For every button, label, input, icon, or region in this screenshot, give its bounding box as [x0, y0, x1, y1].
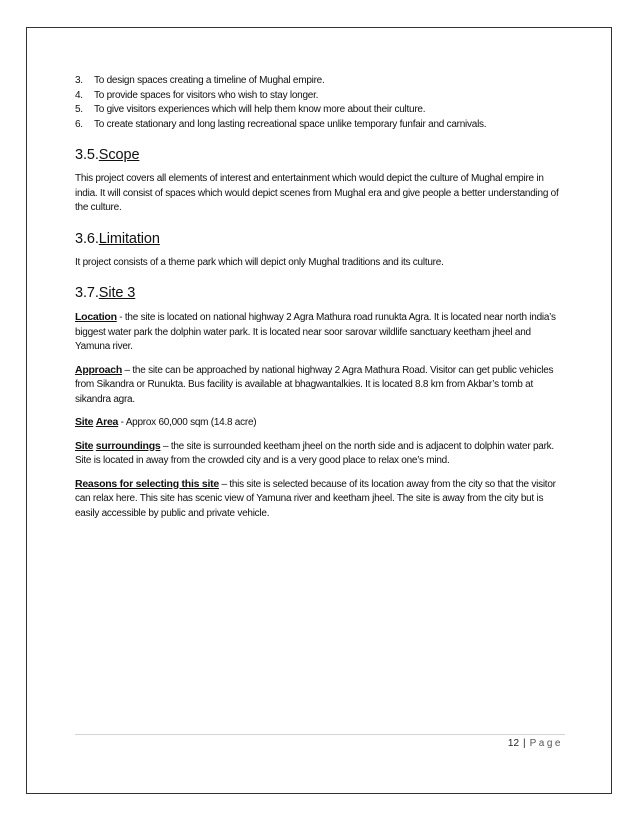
- approach-label: Approach: [75, 363, 123, 376]
- list-text: To design spaces creating a timeline of Mughal empire.: [94, 75, 325, 86]
- reasons-label: Reasons for selecting this site: [75, 477, 219, 490]
- site-heading-number: 3.7.: [75, 285, 99, 301]
- footer-divider: [75, 734, 565, 735]
- footer-separator: |: [523, 738, 526, 749]
- location-paragraph: [75, 310, 565, 355]
- scope-heading-title: Scope: [98, 147, 140, 163]
- approach-paragraph: [75, 363, 565, 408]
- list-text: To provide spaces for visitors who wish to stay longer.: [94, 89, 319, 101]
- site-area-paragraph: [75, 415, 565, 431]
- limitation-paragraph: It project consists of a theme park which will depict only Mughal traditions and its culture.: [75, 256, 444, 268]
- site-surroundings-label-2: surroundings: [95, 439, 161, 452]
- site-area-text: - Approx 60,000 sqm (14.8 acre): [118, 417, 257, 428]
- page-footer: [508, 738, 563, 749]
- site-surroundings-label-1: Site: [75, 439, 94, 452]
- limitation-heading-title: Limitation: [98, 230, 160, 247]
- list-number: 3.: [75, 75, 83, 86]
- list-item: [75, 118, 565, 133]
- list-text: To give visitors experiences which will help them know more about their culture.: [94, 104, 426, 115]
- list-text: To create stationary and long lasting recreational space unlike temporary funfair and carnivals.: [94, 118, 487, 130]
- objectives-list: [75, 74, 565, 132]
- site-surroundings-text: – the site is surrounded keetham jheel on the north side and is adjacent to dolphin water park. Site is located in away from the crowded city and is a very good place to relax one’s mind.: [75, 440, 554, 466]
- reasons-paragraph: [75, 477, 565, 522]
- scope-heading-number: 3.5.: [75, 147, 99, 163]
- site-heading: [75, 284, 565, 302]
- list-number: 6.: [75, 118, 83, 130]
- page-word: Page: [529, 738, 563, 749]
- limitation-heading-number: 3.6.: [75, 230, 99, 247]
- approach-text: – the site can be approached by national highway 2 Agra Mathura Road. Visitor can get public vehicles from Sikandra or Runukta. Bus facility is available at bhagwantalkies. It is located 8.8 km from Akbar’s tomb at sikandra agra.: [75, 364, 554, 405]
- reasons-text: – this site is selected because of its location away from the city so that the visitor can relax here. This site has scenic view of Yamuna river and keetham jheel. The site is away from the city but is easily accessible by public and private vehicle.: [75, 478, 556, 519]
- document-body: [75, 74, 565, 529]
- list-item: [75, 74, 565, 89]
- limitation-heading: [75, 230, 565, 248]
- list-item: [75, 89, 565, 104]
- site-area-label-2: Area: [95, 416, 119, 428]
- page-number: 12: [507, 738, 520, 749]
- scope-paragraph: This project covers all elements of interest and entertainment which would depict the culture of Mughal empire in india. It will consist of spaces which would depict scenes from Mughal era and give people a better understanding of the culture.: [75, 173, 559, 213]
- site-area-label-1: Site: [75, 416, 94, 428]
- scope-heading: [75, 146, 565, 164]
- site-heading-title: Site 3: [98, 285, 136, 301]
- list-item: [75, 103, 565, 118]
- site-surroundings-paragraph: [75, 439, 565, 469]
- location-text: - the site is located on national highway 2 Agra Mathura road runukta Agra. It is located near north india’s biggest water park the dolphin water park. It is located near soor sarovar wildlife sanctuary keetham jheel and Yamuna river.: [75, 312, 556, 352]
- location-label: Location: [75, 311, 117, 323]
- list-number: 4.: [75, 89, 83, 101]
- list-number: 5.: [75, 104, 83, 115]
